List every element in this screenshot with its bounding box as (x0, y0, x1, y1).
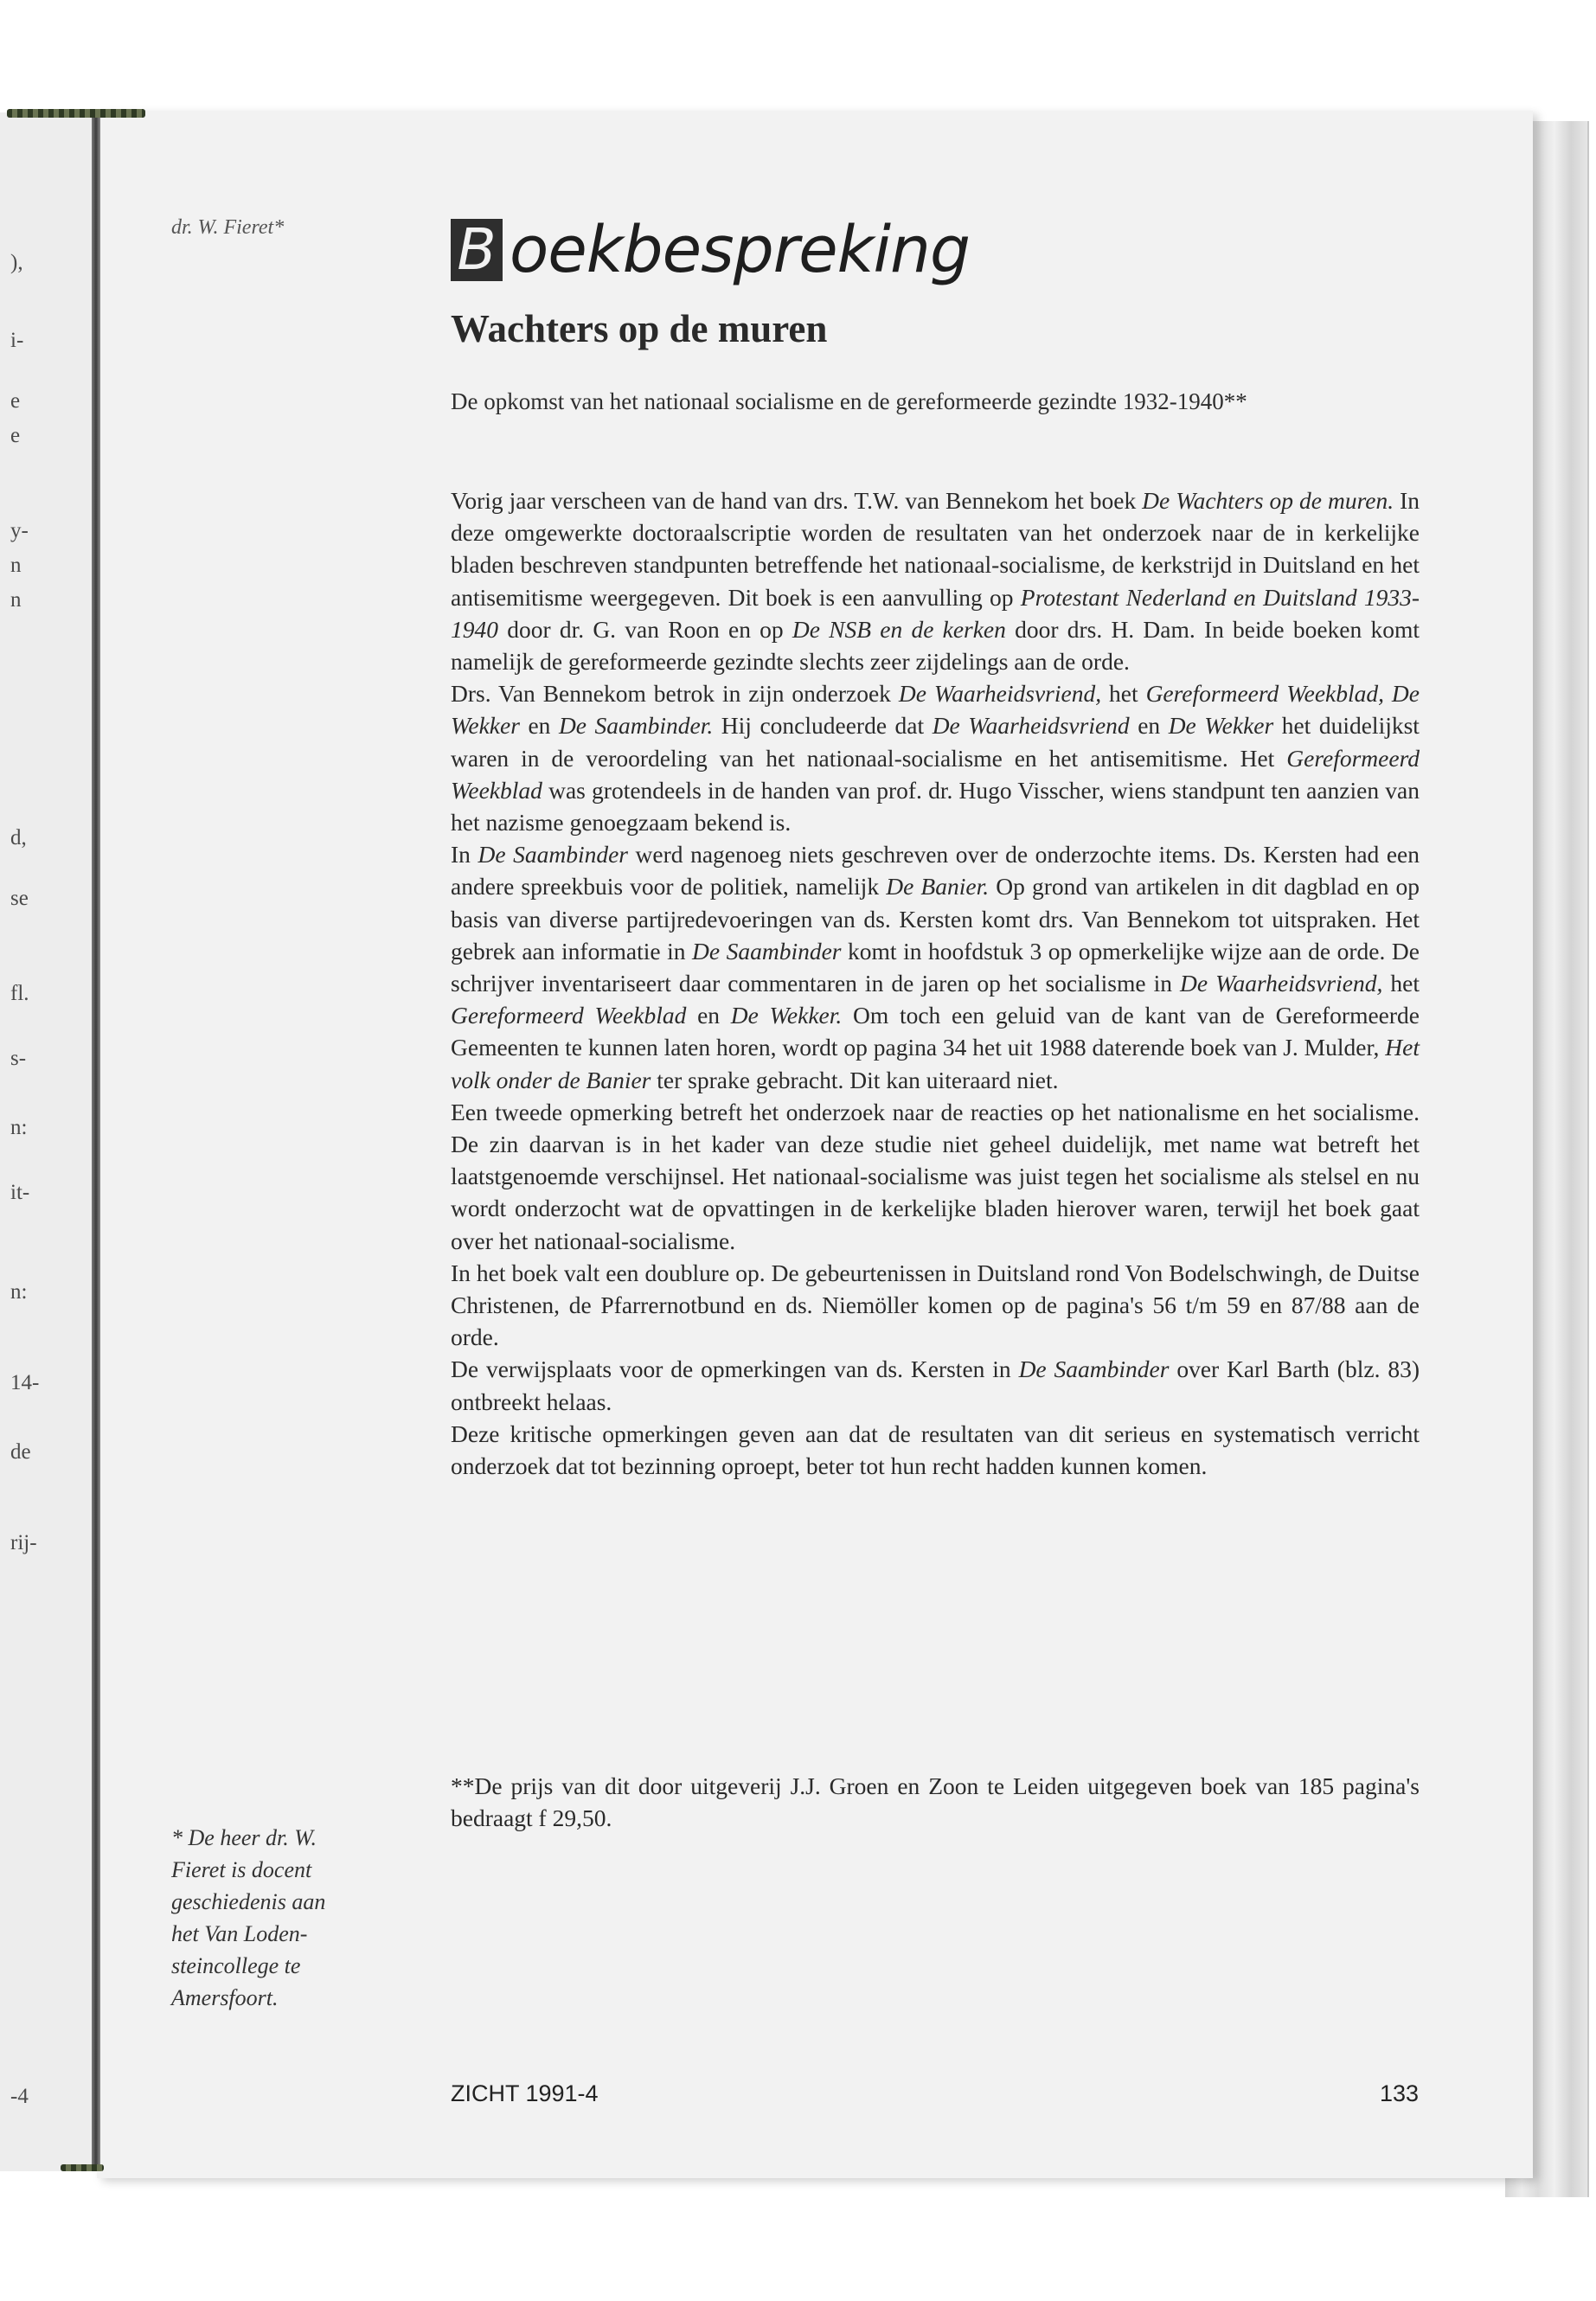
price-footnote: **De prijs van dit door uitgeverij J.J. Groen en Zoon te Leiden uitgegeven boek van 185 pagina's bedraagt f 29,50. (451, 1772, 1420, 1831)
sidenote-line: * De heer dr. W. (171, 1825, 317, 1850)
margin-fragment: d, (10, 826, 27, 849)
sidenote-line: het Van Loden- (171, 1921, 308, 1946)
margin-fragment: -4 (10, 2085, 29, 2108)
paragraph-6: De verwijsplaats voor de opmerkingen van ds. Kersten in De Saambinder over Karl Barth (blz. 83) ontbreekt helaas. (451, 1356, 1420, 1415)
margin-fragment: e (10, 389, 21, 413)
paragraph-2: Drs. Van Bennekom betrok in zijn onderzoek De Waarheidsvriend, het Gereformeerd Weekblad, De Wekker en De Saambinder. Hij concludeerde dat De Waarheidsvriend en De Wekker het duidelijkst waren in de veroordeling van het nationaal-socialisme en het antisemitisme. Het Gereformeerd Weekblad was grotendeels in de handen van prof. dr. Hugo Visscher, wiens standpunt ten aanzien van het nazisme genoegzaam bekend is. (451, 680, 1420, 836)
sidenote-line: Amersfoort. (171, 1985, 279, 2010)
paragraph-3: In De Saambinder werd nagenoeg niets geschreven over de onderzochte items. Ds. Kersten had een andere spreekbuis voor de politiek, namelijk De Banier. Op grond van artikelen in dit dagblad en op basis van diverse partijredevoeringen van ds. Kersten komt drs. Van Bennekom tot uitspraken. Het gebrek aan informatie in De Saambinder komt in hoofdstuk 3 op opmerkelijke wijze aan de orde. De schrijver inventariseert daar commentaren in de jaren op het socialisme in De Waarheidsvriend, het Gereformeerd Weekblad en De Wekker. Om toch een geluid van de kant van de Gereformeerde Gemeenten te kunnen laten horen, wordt op pagina 34 het uit 1988 daterende boek van J. Mulder, Het volk onder de Banier ter sprake gebracht. Dit kan uiteraard niet. (451, 841, 1420, 1093)
margin-fragment: e (10, 424, 21, 447)
article-body (451, 484, 1420, 1482)
margin-fragment: de (10, 1440, 31, 1464)
paragraph-4: Een tweede opmerking betreft het onderzoek naar de reacties op het nationalisme en het socialisme. De zin daarvan is in het kader van deze studie niet geheel duidelijk, met name wat betreft het laatstgenoemde verschijnsel. Het nationaal-socialisme was juist tegen het socialisme als stelsel en nu wordt onderzocht wat de opvattingen in de kerkelijke bladen hierover waren, terwijl het boek gaat over het nationaal-socialisme. (451, 1098, 1420, 1254)
margin-fragment: n (10, 588, 22, 612)
sidenote-line: geschiedenis aan (171, 1889, 326, 1914)
author-sidenote (171, 1822, 370, 2014)
margin-fragment: n: (10, 1280, 28, 1304)
page-number: 133 (1380, 2080, 1420, 2106)
paragraph-1: Vorig jaar verscheen van de hand van drs. T.W. van Bennekom het boek De Wachters op de muren. In deze omgewerkte doctoraalscriptie worden de resultaten van het onderzoek naar de in kerkelijke bladen beschreven standpunten betreffende het nationaal-socialisme, de kerkstrijd in Duitsland en het antisemitisme weergegeven. Dit boek is een aanvulling op Protestant Nederland en Duitsland 1933-1940 door dr. G. van Roon en op De NSB en de kerken door drs. H. Dam. In beide boeken komt namelijk de gereformeerde gezindte slechts zeer zijdelings aan de orde. (451, 487, 1420, 676)
book-subtitle: De opkomst van het nationaal socialisme en de gereformeerde gezindte 1932-1940** (451, 388, 1247, 414)
margin-fragment: y- (10, 519, 29, 542)
section-heading (451, 211, 970, 289)
margin-fragment: ), (10, 251, 23, 274)
margin-fragment: s- (10, 1047, 27, 1070)
margin-fragment: fl. (10, 982, 29, 1005)
paragraph-7: Deze kritische opmerkingen geven aan dat de resultaten van dit serieus en systematisch verricht onderzoek dat tot bezinning oproept, beter tot hun recht hadden kunnen komen. (451, 1420, 1420, 1480)
margin-fragment: n (10, 554, 22, 577)
sidenote-line: steincollege te (171, 1953, 301, 1978)
paragraph-5: In het boek valt een doublure op. De gebeurtenissen in Duitsland rond Von Bodelschwingh, de Duitse Christenen, de Pfarrernotbund en ds. Niemöller komen op de pagina's 56 t/m 59 en 87/88 aan de orde. (451, 1259, 1420, 1351)
margin-fragment: n: (10, 1116, 28, 1139)
section-initial-box: B (451, 219, 503, 281)
book-spine (92, 112, 100, 2171)
margin-fragment: se (10, 887, 29, 910)
margin-fragment: i- (10, 329, 24, 352)
sidenote-line: Fieret is docent (171, 1857, 312, 1882)
publication-footer: ZICHT 1991-4 (451, 2080, 599, 2106)
article-title: Wachters op de muren (451, 307, 828, 350)
section-heading-text: oekbespreking (510, 213, 970, 287)
margin-fragment: 14- (10, 1371, 40, 1394)
margin-fragment: it- (10, 1181, 30, 1204)
facing-page-fragments (5, 0, 74, 2301)
author-byline: dr. W. Fieret* (171, 216, 285, 239)
margin-fragment: rij- (10, 1531, 37, 1554)
